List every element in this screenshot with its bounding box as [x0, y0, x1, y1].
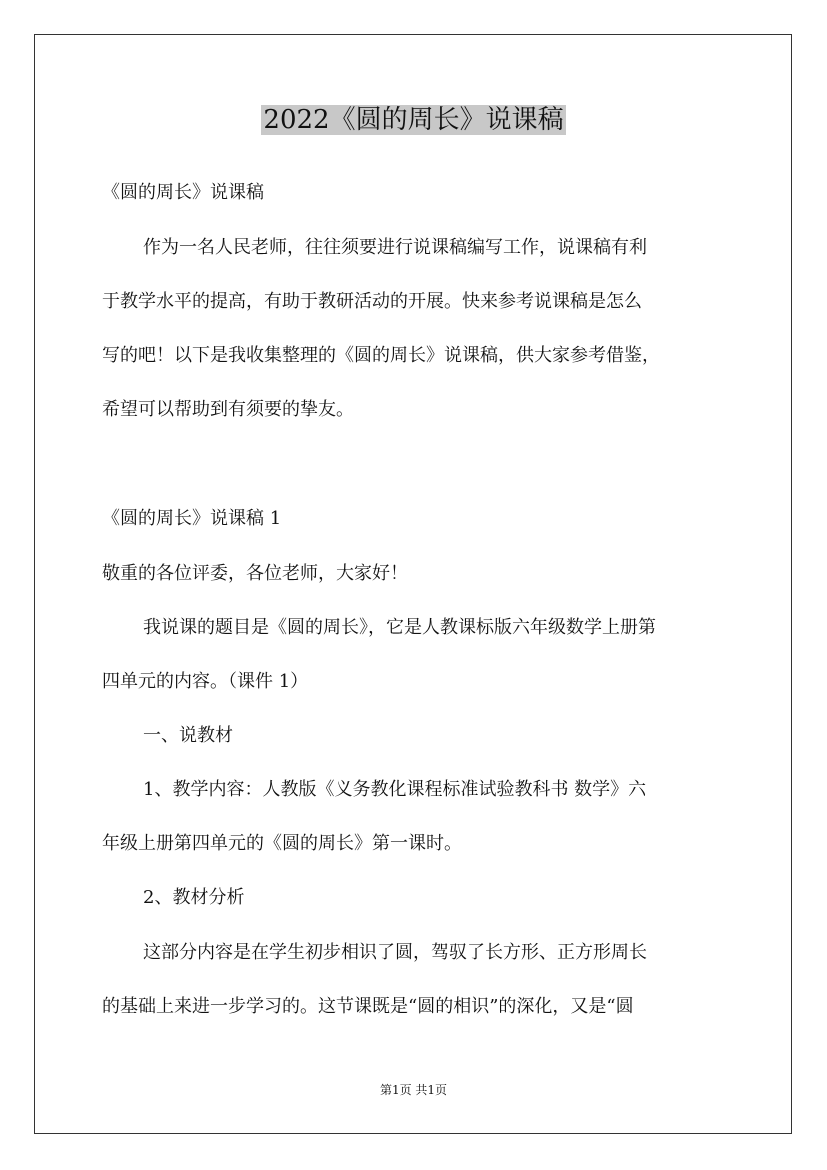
section-heading: 一、说教材: [143, 725, 233, 746]
paragraph-line: 年级上册第四单元的《圆的周长》第一课时。: [102, 833, 462, 854]
paragraph-line: 作为一名人民老师，往往须要进行说课稿编写工作，说课稿有利: [143, 237, 647, 258]
paragraph-line: 我说课的题目是《圆的周长》，它是人教课标版六年级数学上册第: [143, 617, 656, 638]
paragraph-line: 希望可以帮助到有须要的挚友。: [102, 399, 354, 420]
paragraph-line: 这部分内容是在学生初步相识了圆，驾驭了长方形、正方形周长: [143, 942, 647, 963]
paragraph-line: 四单元的内容。（课件 1）: [102, 671, 309, 692]
greeting-line: 敬重的各位评委，各位老师，大家好！: [102, 563, 408, 584]
paragraph-line: 的基础上来进一步学习的。这节课既是“圆的相识”的深化，又是“圆: [102, 996, 634, 1017]
paragraph-line: 1、教学内容：人教版《义务教化课程标准试验教科书 数学》六: [143, 779, 647, 800]
section-heading: 2、教材分析: [143, 887, 245, 908]
document-title: 2022《圆的周长》说课稿: [263, 105, 564, 135]
subtitle-line: 《圆的周长》说课稿: [102, 182, 264, 203]
paragraph-line: 于教学水平的提高，有助于教研活动的开展。快来参考说课稿是怎么: [102, 291, 642, 312]
section-heading: 《圆的周长》说课稿 1: [102, 508, 282, 529]
paragraph-line: 写的吧！以下是我收集整理的《圆的周长》说课稿，供大家参考借鉴，: [102, 345, 660, 366]
page-number-footer: 第1页 共1页: [379, 1083, 448, 1097]
